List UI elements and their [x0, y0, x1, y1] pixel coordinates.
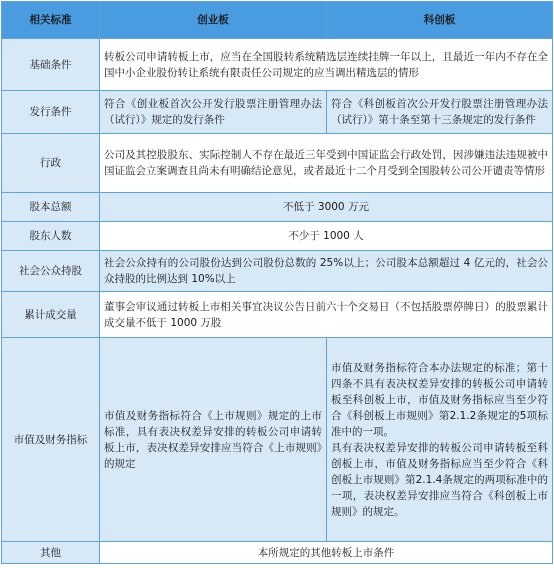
table-row	[2, 39, 553, 91]
market-cap-chinext: 市值及财务指标符合《上市规则》规定的上市标准，具有表决权差异安排的转板公司申请转板上市，表决权差异安排应当符合《上市规则》的规定	[100, 338, 327, 542]
basic-conditions-text: 转板公司申请转板上市，应当在全国股转系统精选层连续挂牌一年以上，且最近一年内不存在全国中小企业股份转让系统有限责任公司规定的应当调出精选层的情形	[100, 39, 553, 91]
row-label: 基础条件	[2, 39, 100, 91]
table-row	[2, 338, 553, 542]
table-row	[2, 134, 553, 193]
header-chinext: 创业板	[100, 2, 327, 39]
table-row	[2, 292, 553, 338]
header-criteria: 相关标准	[2, 2, 100, 39]
listing-criteria-table	[1, 1, 553, 564]
row-label: 市值及财务指标	[2, 338, 100, 542]
row-label: 股本总额	[2, 193, 100, 222]
market-cap-star	[327, 338, 553, 542]
market-cap-star-voting: 具有表决权差异安排的转板公司申请转板至科创板上市，市值及财务指标应当至少符合《科创板上市规则》第2.1.4条规定的两项标准中的一项，表决权差异安排应当符合《科创板上市规则》的规定。	[331, 441, 548, 518]
header-row	[2, 2, 553, 39]
table-row	[2, 193, 553, 222]
public-holding-text: 社会公众持有的公司股份达到公司股份总数的 25%以上；公司股本总额超过 4 亿元的，社会公众持股的比例达到 10%以上	[100, 251, 553, 292]
share-capital-text: 不低于 3000 万元	[100, 193, 553, 222]
row-label: 发行条件	[2, 91, 100, 134]
table-row	[2, 222, 553, 251]
trading-volume-text: 董事会审议通过转板上市相关事宜决议公告日前六十个交易日（不包括股票停牌日）的股票累计成交量不低于 1000 万股	[100, 292, 553, 338]
administrative-text: 公司及其控股股东、实际控制人不存在最近三年受到中国证监会行政处罚，因涉嫌违法违规被中国证监会立案调查且尚未有明确结论意见，或者最近十二个月受到全国股转公司公开谴责等情形	[100, 134, 553, 193]
other-conditions-text: 本所规定的其他转板上市条件	[100, 542, 553, 564]
issue-conditions-star: 符合《科创板首次公开发行股票注册管理办法（试行）》第十条至第十三条规定的发行条件	[327, 91, 553, 134]
market-cap-star-standard: 市值及财务指标符合本办法规定的标准；第十四条不具有表决权差异安排的转板公司申请转板至科创板上市，市值及财务指标应当至少符合《科创板上市规则》第2.1.2条规定的5项标准中的一项。	[331, 361, 548, 438]
shareholders-text: 不少于 1000 人	[100, 222, 553, 251]
table-row	[2, 542, 553, 564]
header-star-market: 科创板	[327, 2, 553, 39]
row-label: 股东人数	[2, 222, 100, 251]
row-label: 行政	[2, 134, 100, 193]
row-label: 社会公众持股	[2, 251, 100, 292]
table-row	[2, 91, 553, 134]
row-label: 累计成交量	[2, 292, 100, 338]
table-row	[2, 251, 553, 292]
row-label: 其他	[2, 542, 100, 564]
issue-conditions-chinext: 符合《创业板首次公开发行股票注册管理办法（试行）》规定的发行条件	[100, 91, 327, 134]
